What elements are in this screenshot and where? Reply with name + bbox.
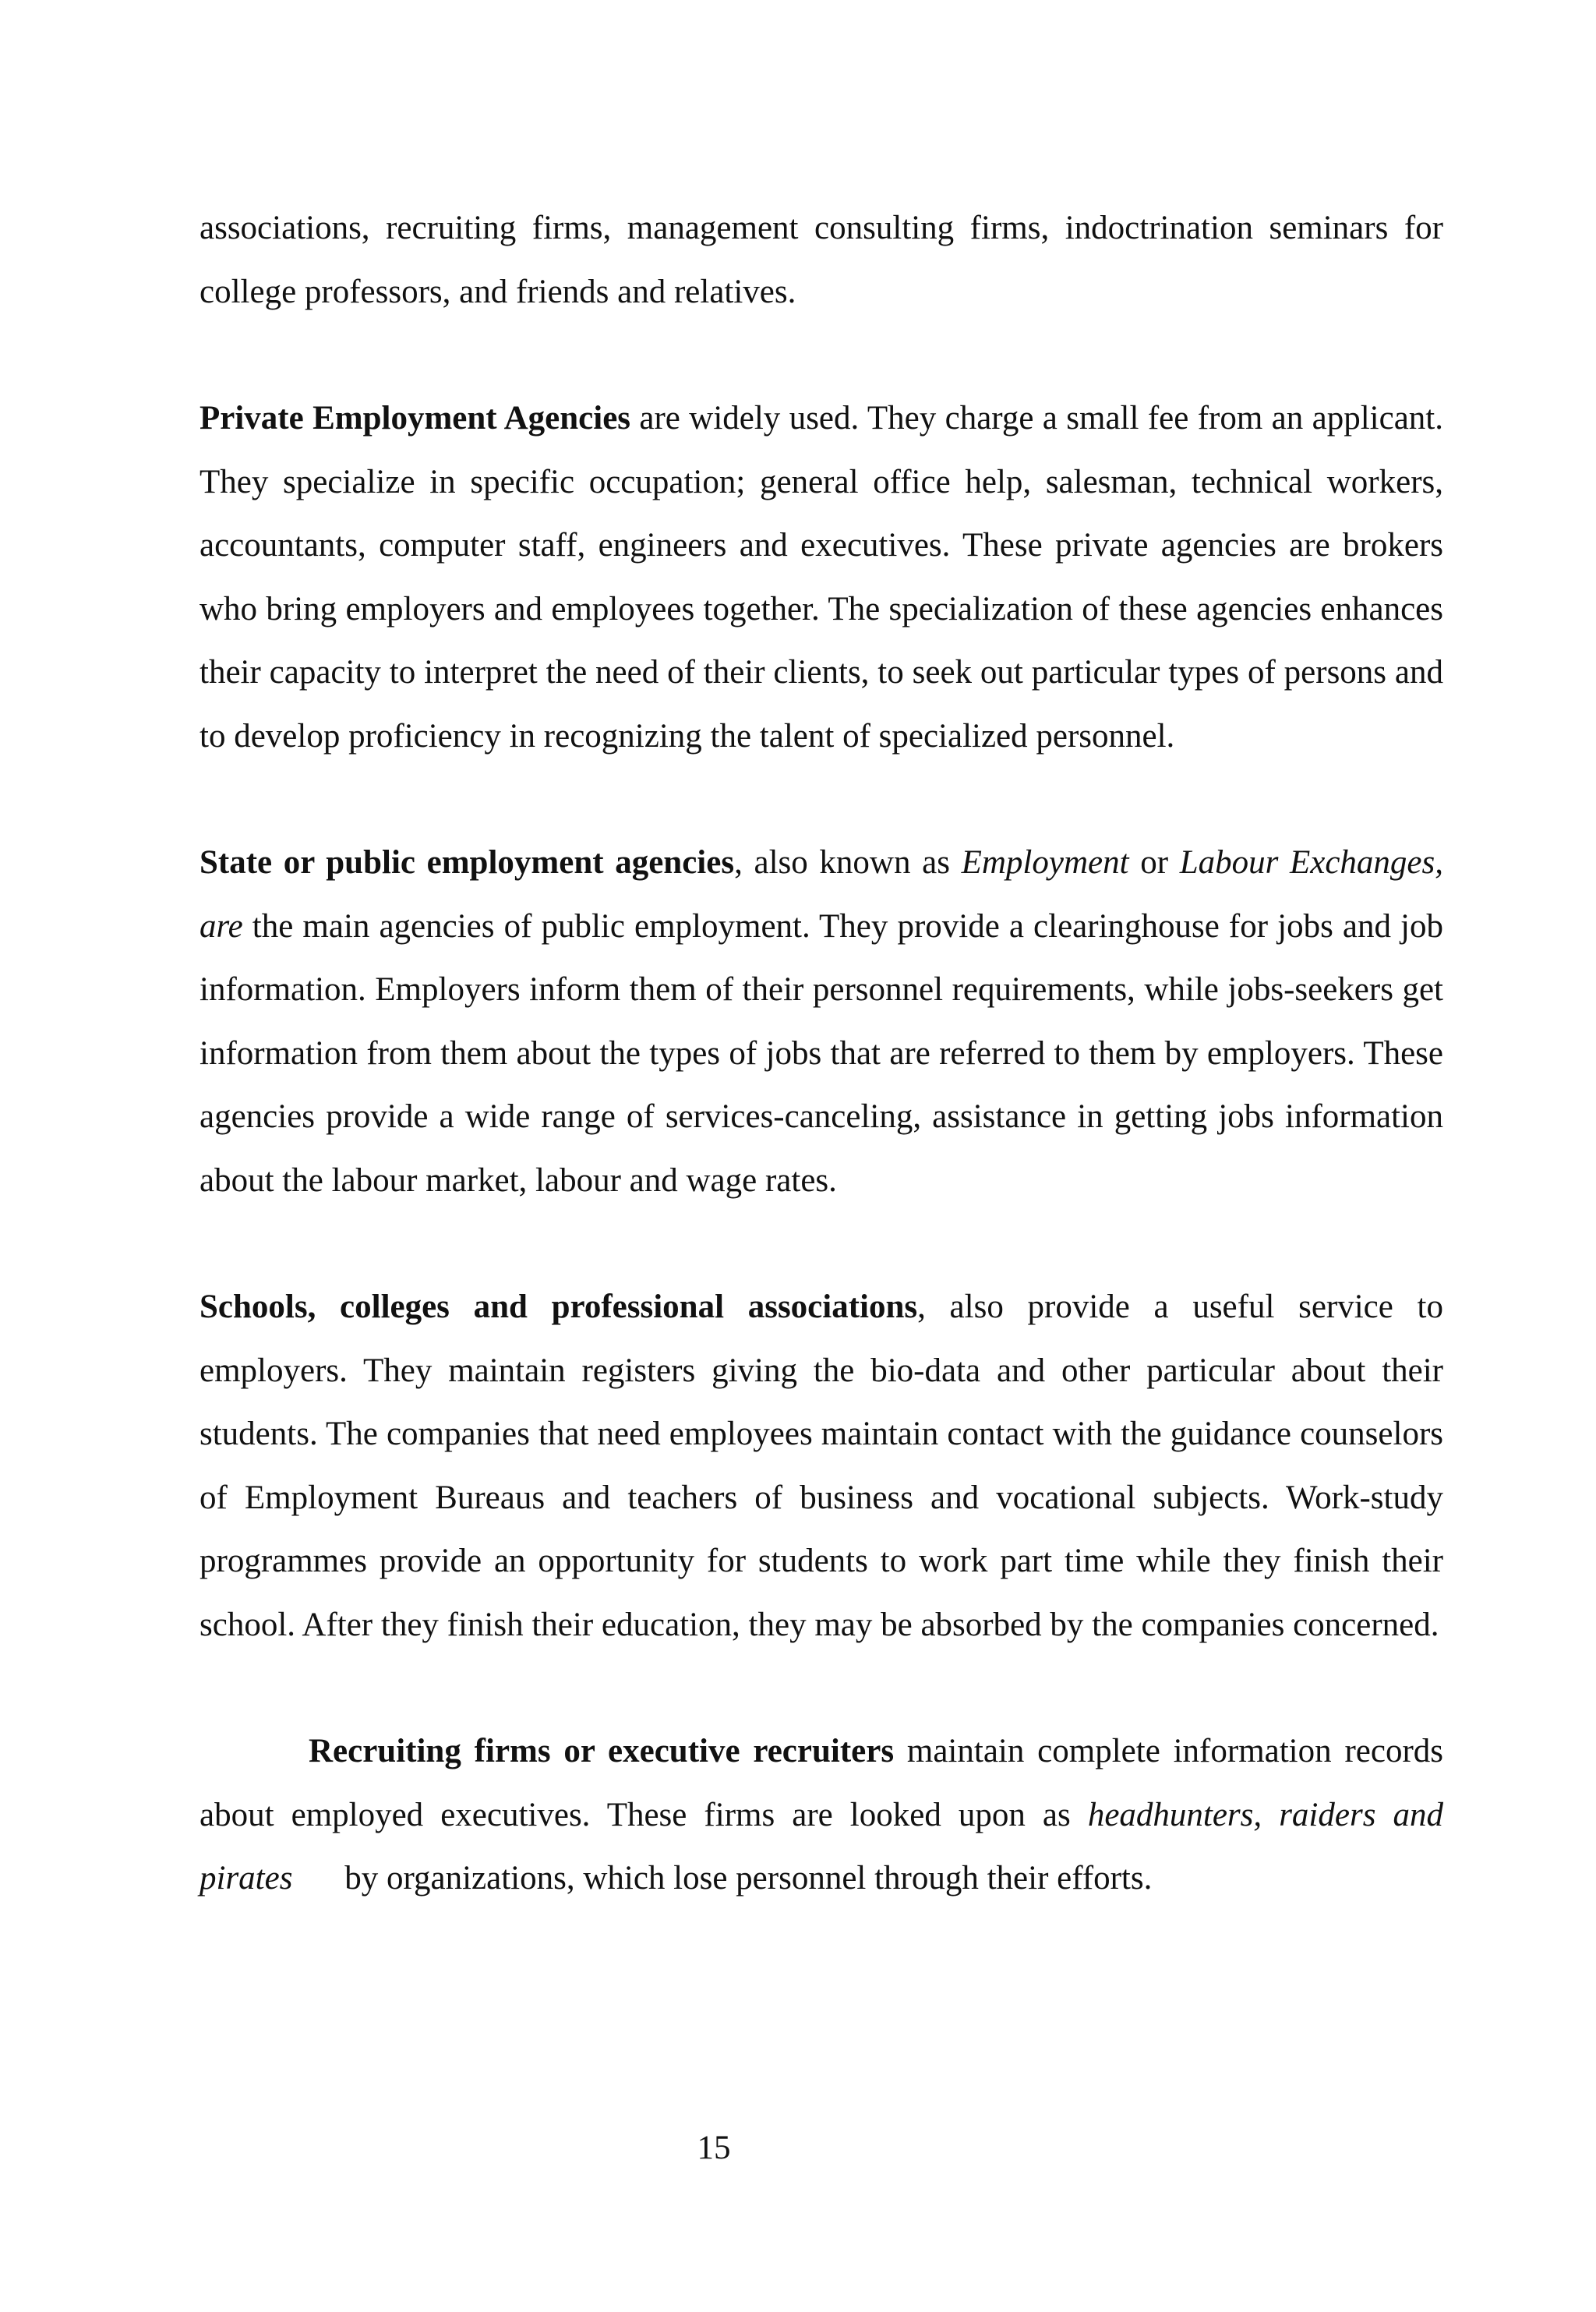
paragraph-text: maintain complete information records about employed executives. These firms are looked upon as (200, 1733, 1443, 1833)
paragraph-recruitment-sources-continued (200, 196, 1443, 323)
term-recruiting-firms: Recruiting firms or executive recruiters (309, 1733, 895, 1769)
paragraph-text: , also known as (734, 844, 962, 881)
term-public-employment-agencies: State or public employment agencies (200, 844, 735, 881)
italic-headhunters: headhunters, raiders and pirates (200, 1796, 1443, 1897)
paragraph-text: by organizations, which lose personnel through their efforts. (336, 1860, 1153, 1897)
paragraph-text: are widely used. They charge a small fee from an applicant. They specialize in specific occupation; general office help, salesman, technical workers, accountants, computer staff, engineers and executives. These private agencies are brokers who bring employers and employees together. The specialization of these agencies enhances their capacity to interpret the need of their clients, to seek out particular types of persons and to develop proficiency in recognizing the talent of specialized personnel. (200, 400, 1443, 755)
term-schools-colleges-associations: Schools, colleges and professional associations (200, 1289, 918, 1325)
paragraph-text: associations, recruiting firms, management consulting firms, indoctrination seminars for college professors, and friends and relatives. (200, 210, 1443, 310)
paragraph-text: , also provide a useful service to employers. They maintain registers giving the bio-data and other particular about their students. The companies that need employees maintain contact with the guidance counselors of Employment Bureaus and teachers of business and vocational subjects. Work-study programmes provide an opportunity for students to work part time while they finish their school. After they finish their education, they may be absorbed by the companies concerned. (200, 1289, 1443, 1643)
body-text (200, 196, 1443, 1911)
paragraph-schools-colleges (200, 1275, 1443, 1656)
term-private-employment-agencies: Private Employment Agencies (200, 400, 631, 437)
paragraph-private-employment-agencies (200, 387, 1443, 768)
paragraph-public-employment-agencies (200, 831, 1443, 1212)
paragraph-recruiting-firms (200, 1720, 1443, 1911)
page-number: 15 (697, 2130, 731, 2166)
paragraph-text: the main agencies of public employment. They provide a clearinghouse for jobs and job information. Employers inform them of their personnel requirements, while jobs-seekers get information from them about the types of jobs that are referred to them by employers. These agencies provide a wide range of services-canceling, assistance in getting jobs information about the labour market, labour and wage rates. (200, 907, 1443, 1199)
italic-employment: Employment (961, 844, 1129, 881)
italic-labour-exchanges: Labour Exchanges, are (200, 844, 1444, 945)
paragraph-text: or (1128, 844, 1180, 881)
